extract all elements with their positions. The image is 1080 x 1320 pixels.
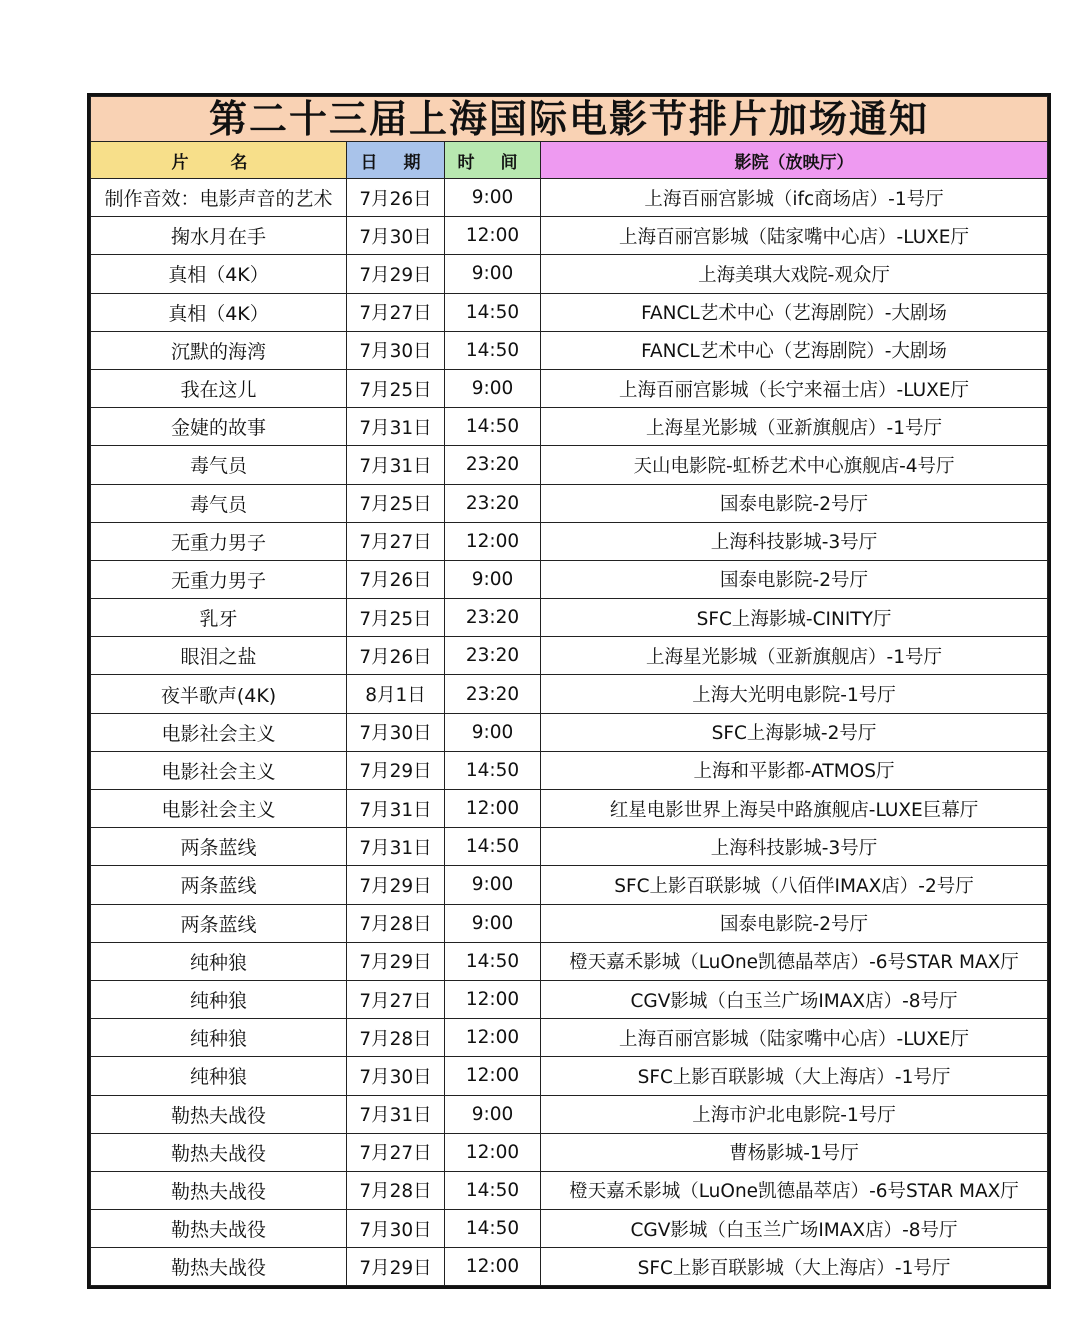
cell-film: 无重力男子 — [91, 522, 347, 560]
cell-time: 23:20 — [445, 637, 541, 675]
header-date: 日 期 — [347, 142, 445, 179]
cell-time: 14:50 — [445, 1171, 541, 1209]
cell-time: 12:00 — [445, 522, 541, 560]
cell-film: 乳牙 — [91, 599, 347, 637]
cell-venue: 上海星光影城（亚新旗舰店）-1号厅 — [541, 637, 1048, 675]
cell-venue: 上海星光影城（亚新旗舰店）-1号厅 — [541, 408, 1048, 446]
cell-film: 勒热夫战役 — [91, 1210, 347, 1248]
cell-date: 7月31日 — [347, 828, 445, 866]
table-row — [91, 828, 1048, 866]
cell-time: 12:00 — [445, 217, 541, 255]
schedule-sheet — [87, 93, 1051, 1289]
cell-venue: 上海美琪大戏院-观众厅 — [541, 255, 1048, 293]
cell-time: 14:50 — [445, 942, 541, 980]
table-row — [91, 790, 1048, 828]
cell-venue: 橙天嘉禾影城（LuOne凯德晶萃店）-6号STAR MAX厅 — [541, 1171, 1048, 1209]
cell-date: 7月25日 — [347, 599, 445, 637]
table-row — [91, 1095, 1048, 1133]
cell-venue: CGV影城（白玉兰广场IMAX店）-8号厅 — [541, 980, 1048, 1018]
cell-venue: SFC上影百联影城（大上海店）-1号厅 — [541, 1057, 1048, 1095]
cell-film: 夜半歌声(4K) — [91, 675, 347, 713]
page-title: 第二十三届上海国际电影节排片加场通知 — [91, 97, 1048, 142]
table-row — [91, 369, 1048, 407]
schedule-rows — [91, 179, 1048, 1286]
table-row — [91, 331, 1048, 369]
cell-time: 9:00 — [445, 255, 541, 293]
cell-date: 7月27日 — [347, 293, 445, 331]
cell-venue: 曹杨影城-1号厅 — [541, 1133, 1048, 1171]
cell-date: 7月25日 — [347, 484, 445, 522]
cell-venue: 国泰电影院-2号厅 — [541, 560, 1048, 598]
cell-date: 7月26日 — [347, 637, 445, 675]
cell-venue: FANCL艺术中心（艺海剧院）-大剧场 — [541, 331, 1048, 369]
schedule-table — [90, 96, 1048, 1286]
cell-date: 7月29日 — [347, 255, 445, 293]
cell-date: 7月30日 — [347, 713, 445, 751]
cell-film: 掬水月在手 — [91, 217, 347, 255]
cell-venue: 上海科技影城-3号厅 — [541, 522, 1048, 560]
table-row — [91, 217, 1048, 255]
table-row — [91, 560, 1048, 598]
cell-film: 勒热夫战役 — [91, 1095, 347, 1133]
table-row — [91, 1171, 1048, 1209]
cell-venue: SFC上海影城-2号厅 — [541, 713, 1048, 751]
cell-film: 真相（4K） — [91, 255, 347, 293]
cell-time: 14:50 — [445, 751, 541, 789]
cell-venue: SFC上影百联影城（大上海店）-1号厅 — [541, 1248, 1048, 1286]
cell-film: 毒气员 — [91, 484, 347, 522]
cell-time: 9:00 — [445, 1095, 541, 1133]
cell-venue: 上海科技影城-3号厅 — [541, 828, 1048, 866]
cell-time: 14:50 — [445, 293, 541, 331]
cell-date: 7月30日 — [347, 1210, 445, 1248]
cell-film: 电影社会主义 — [91, 713, 347, 751]
table-row — [91, 1133, 1048, 1171]
cell-date: 7月28日 — [347, 1171, 445, 1209]
table-row — [91, 713, 1048, 751]
cell-film: 纯种狼 — [91, 1019, 347, 1057]
cell-date: 7月31日 — [347, 446, 445, 484]
cell-date: 7月29日 — [347, 1248, 445, 1286]
cell-date: 7月30日 — [347, 331, 445, 369]
cell-time: 12:00 — [445, 1057, 541, 1095]
cell-film: 眼泪之盐 — [91, 637, 347, 675]
cell-venue: 上海和平影都-ATMOS厅 — [541, 751, 1048, 789]
header-row — [91, 142, 1048, 179]
table-row — [91, 1248, 1048, 1286]
cell-time: 23:20 — [445, 599, 541, 637]
cell-time: 14:50 — [445, 1210, 541, 1248]
cell-time: 14:50 — [445, 331, 541, 369]
table-row — [91, 751, 1048, 789]
table-row — [91, 599, 1048, 637]
cell-film: 毒气员 — [91, 446, 347, 484]
table-row — [91, 675, 1048, 713]
cell-film: 电影社会主义 — [91, 790, 347, 828]
cell-date: 7月29日 — [347, 751, 445, 789]
table-row — [91, 1057, 1048, 1095]
cell-venue: 国泰电影院-2号厅 — [541, 484, 1048, 522]
cell-film: 两条蓝线 — [91, 828, 347, 866]
cell-time: 12:00 — [445, 1248, 541, 1286]
table-row — [91, 866, 1048, 904]
table-row — [91, 1210, 1048, 1248]
title-row — [91, 97, 1048, 142]
cell-time: 12:00 — [445, 1019, 541, 1057]
cell-film: 无重力男子 — [91, 560, 347, 598]
cell-film: 真相（4K） — [91, 293, 347, 331]
cell-venue: SFC上影百联影城（八佰伴IMAX店）-2号厅 — [541, 866, 1048, 904]
cell-film: 纯种狼 — [91, 1057, 347, 1095]
table-row — [91, 942, 1048, 980]
cell-venue: 上海百丽宫影城（ifc商场店）-1号厅 — [541, 179, 1048, 217]
cell-film: 纯种狼 — [91, 980, 347, 1018]
cell-time: 9:00 — [445, 713, 541, 751]
cell-date: 7月31日 — [347, 790, 445, 828]
table-row — [91, 980, 1048, 1018]
cell-film: 金婕的故事 — [91, 408, 347, 446]
cell-time: 9:00 — [445, 560, 541, 598]
cell-film: 勒热夫战役 — [91, 1133, 347, 1171]
cell-time: 9:00 — [445, 179, 541, 217]
cell-date: 7月31日 — [347, 1095, 445, 1133]
cell-date: 7月28日 — [347, 1019, 445, 1057]
cell-date: 7月27日 — [347, 522, 445, 560]
cell-time: 14:50 — [445, 408, 541, 446]
table-row — [91, 179, 1048, 217]
table-row — [91, 446, 1048, 484]
cell-venue: CGV影城（白玉兰广场IMAX店）-8号厅 — [541, 1210, 1048, 1248]
cell-date: 8月1日 — [347, 675, 445, 713]
cell-date: 7月25日 — [347, 369, 445, 407]
cell-time: 9:00 — [445, 866, 541, 904]
cell-venue: 天山电影院-虹桥艺术中心旗舰店-4号厅 — [541, 446, 1048, 484]
cell-venue: 国泰电影院-2号厅 — [541, 904, 1048, 942]
cell-venue: 橙天嘉禾影城（LuOne凯德晶萃店）-6号STAR MAX厅 — [541, 942, 1048, 980]
cell-time: 23:20 — [445, 484, 541, 522]
cell-film: 制作音效：电影声音的艺术 — [91, 179, 347, 217]
table-row — [91, 637, 1048, 675]
cell-venue: 上海市沪北电影院-1号厅 — [541, 1095, 1048, 1133]
cell-time: 23:20 — [445, 675, 541, 713]
cell-film: 我在这儿 — [91, 369, 347, 407]
cell-date: 7月28日 — [347, 904, 445, 942]
cell-time: 14:50 — [445, 828, 541, 866]
cell-date: 7月30日 — [347, 217, 445, 255]
header-film: 片 名 — [91, 142, 347, 179]
cell-time: 12:00 — [445, 1133, 541, 1171]
table-row — [91, 1019, 1048, 1057]
cell-date: 7月26日 — [347, 179, 445, 217]
cell-date: 7月29日 — [347, 866, 445, 904]
header-time: 时 间 — [445, 142, 541, 179]
cell-date: 7月29日 — [347, 942, 445, 980]
header-venue: 影院（放映厅） — [541, 142, 1048, 179]
cell-date: 7月27日 — [347, 980, 445, 1018]
cell-venue: FANCL艺术中心（艺海剧院）-大剧场 — [541, 293, 1048, 331]
cell-film: 两条蓝线 — [91, 904, 347, 942]
cell-venue: 上海百丽宫影城（陆家嘴中心店）-LUXE厅 — [541, 217, 1048, 255]
cell-film: 电影社会主义 — [91, 751, 347, 789]
cell-venue: SFC上海影城-CINITY厅 — [541, 599, 1048, 637]
table-row — [91, 408, 1048, 446]
cell-date: 7月27日 — [347, 1133, 445, 1171]
cell-time: 12:00 — [445, 790, 541, 828]
table-row — [91, 484, 1048, 522]
cell-venue: 上海大光明电影院-1号厅 — [541, 675, 1048, 713]
cell-date: 7月26日 — [347, 560, 445, 598]
cell-venue: 上海百丽宫影城（长宁来福士店）-LUXE厅 — [541, 369, 1048, 407]
cell-venue: 上海百丽宫影城（陆家嘴中心店）-LUXE厅 — [541, 1019, 1048, 1057]
table-row — [91, 255, 1048, 293]
cell-time: 9:00 — [445, 904, 541, 942]
cell-film: 纯种狼 — [91, 942, 347, 980]
cell-film: 沉默的海湾 — [91, 331, 347, 369]
cell-date: 7月31日 — [347, 408, 445, 446]
cell-date: 7月30日 — [347, 1057, 445, 1095]
cell-time: 23:20 — [445, 446, 541, 484]
table-row — [91, 293, 1048, 331]
cell-time: 9:00 — [445, 369, 541, 407]
cell-film: 勒热夫战役 — [91, 1171, 347, 1209]
cell-film: 两条蓝线 — [91, 866, 347, 904]
cell-venue: 红星电影世界上海吴中路旗舰店-LUXE巨幕厅 — [541, 790, 1048, 828]
cell-film: 勒热夫战役 — [91, 1248, 347, 1286]
table-row — [91, 904, 1048, 942]
table-row — [91, 522, 1048, 560]
cell-time: 12:00 — [445, 980, 541, 1018]
